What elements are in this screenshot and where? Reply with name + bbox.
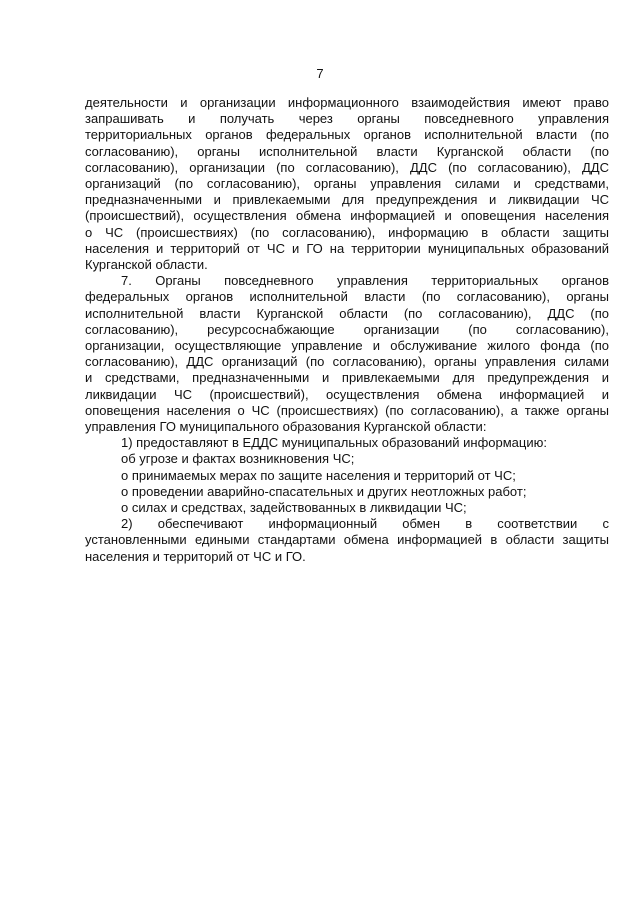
text-line: запрашивать и получать через органы повседневного управления (85, 111, 609, 127)
text-line: организации, осуществляющие управление и обслуживание жилого фонда (по (85, 338, 609, 354)
text-line: организаций (по согласованию), органы управления силами и средствами, (85, 176, 609, 192)
text-line: 2) обеспечивают информационный обмен в соответствии с (121, 516, 609, 532)
text-line: согласованию), ДДС организаций (по согласованию), органы управления силами (85, 354, 609, 370)
text-line: о принимаемых мерах по защите населения и территорий от ЧС; (121, 467, 516, 483)
text-line: о силах и средствах, задействованных в ликвидации ЧС; (121, 500, 467, 516)
text-line: установленными едиными стандартами обмена информацией в области защиты (85, 532, 609, 548)
text-line: согласованию), органы исполнительной власти Курганской области (по (85, 143, 609, 159)
text-line: предназначенными и привлекаемыми для предупреждения и ликвидации ЧС (85, 192, 609, 208)
text-line: об угрозе и фактах возникновения ЧС; (121, 451, 355, 467)
text-line: ликвидации ЧС (происшествий), осуществления обмена информацией и (85, 386, 609, 402)
text-line: (происшествий), осуществления обмена информацией и оповещения населения (85, 208, 609, 224)
body-text (85, 95, 609, 565)
text-line: согласованию), ресурсоснабжающие организации (по согласованию), (85, 321, 609, 337)
text-line: населения и территорий от ЧС и ГО. (85, 548, 306, 564)
text-line: 1) предоставляют в ЕДДС муниципальных образований информацию: (121, 435, 547, 451)
text-line: о проведении аварийно-спасательных и других неотложных работ; (121, 483, 527, 499)
text-line: согласованию), организации (по согласованию), ДДС (по согласованию), ДДС (85, 159, 609, 175)
text-line: населения и территорий от ЧС и ГО на территории муниципальных образований (85, 240, 609, 256)
text-line: управления ГО муниципального образования Курганской области: (85, 419, 487, 435)
text-line: 7. Органы повседневного управления территориальных органов (121, 273, 609, 289)
text-line: территориальных органов федеральных органов исполнительной власти (по (85, 127, 609, 143)
text-line: исполнительной власти Курганской области (по согласованию), ДДС (по (85, 305, 609, 321)
text-line: о ЧС (происшествиях) (по согласованию), информацию в области защиты (85, 224, 609, 240)
text-line: оповещения населения о ЧС (происшествиях) (по согласованию), а также органы (85, 402, 609, 418)
page-number: 7 (316, 66, 324, 81)
text-line: и средствами, предназначенными и привлекаемыми для предупреждения и (85, 370, 609, 386)
text-line: Курганской области. (85, 257, 208, 273)
text-line: федеральных органов исполнительной власти (по согласованию), органы (85, 289, 609, 305)
text-line: деятельности и организации информационного взаимодействия имеют право (85, 95, 609, 110)
